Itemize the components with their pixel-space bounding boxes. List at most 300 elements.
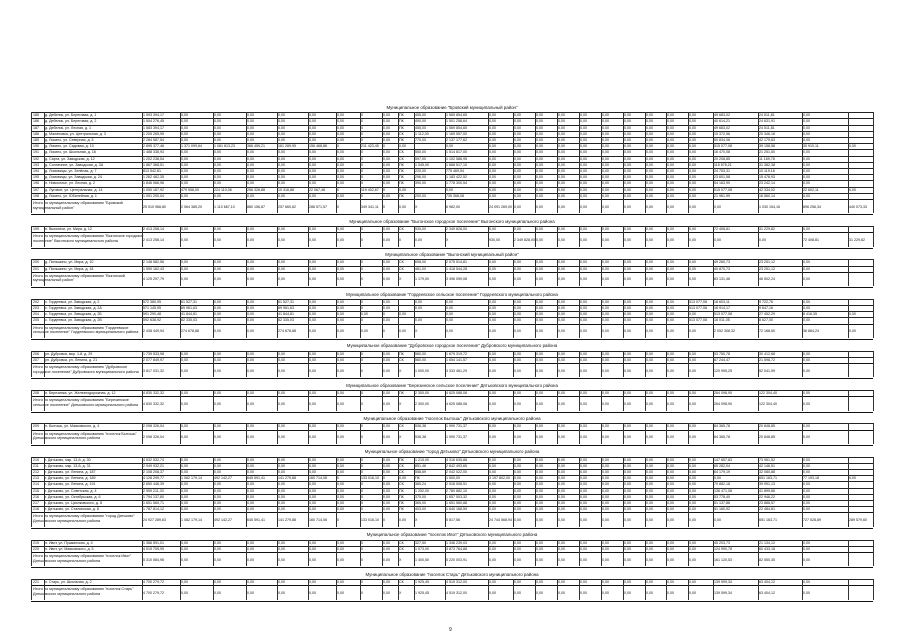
table-border xyxy=(873,423,874,444)
table-cell: 0,00 xyxy=(558,318,565,323)
table-cell: 0,00 xyxy=(624,391,631,396)
table-cell: 0,00 xyxy=(667,402,674,407)
table-cell: 0,00 xyxy=(580,131,587,136)
table-cell: 0,00 xyxy=(214,435,221,440)
table-cell: 0,00 xyxy=(489,329,496,334)
table-cell: 0,00 xyxy=(309,488,316,493)
table-cell: 0 xyxy=(361,435,363,440)
table-cell: 0,00 xyxy=(247,501,254,506)
table-cell: 515 077,08 xyxy=(714,187,732,192)
table-cell: 2 077 849,97 xyxy=(143,357,164,362)
table-cell: 1 504 276,45 xyxy=(143,119,164,124)
column-divider xyxy=(336,579,337,600)
table-cell: 0,00 xyxy=(689,329,696,334)
table-cell: 0,00 xyxy=(181,507,188,512)
table-cell: 0,00 xyxy=(580,138,587,143)
table-cell: 0,00 xyxy=(536,488,543,493)
table-cell: 0,00 xyxy=(624,312,631,317)
table-border xyxy=(873,112,874,213)
page-number: 9 xyxy=(449,627,452,633)
table-cell: 4 532 532,74 xyxy=(143,457,164,462)
table-cell: 0,00 xyxy=(667,507,674,512)
table-cell: 0,00 xyxy=(214,368,221,373)
table-cell: рп. Дубровка, ул. Ленина, д. 21 xyxy=(45,357,98,362)
table-cell: 0,00 xyxy=(181,424,188,429)
column-divider xyxy=(645,299,646,338)
table-cell: 0,00 xyxy=(181,175,188,180)
table-cell: 0,00 xyxy=(646,131,653,136)
table-cell: 1 366 591,01 xyxy=(143,540,164,545)
table-cell: 0,00 xyxy=(624,540,631,545)
column-divider xyxy=(579,112,580,213)
table-cell: 0,00 xyxy=(667,557,674,562)
table-cell: 41 844,81 xyxy=(181,312,197,317)
total-label: Итого по муниципальному образованию "Бровский муниципальный район" xyxy=(33,200,123,210)
column-divider xyxy=(336,457,337,527)
column-divider xyxy=(758,390,759,411)
column-divider xyxy=(488,226,489,247)
column-divider xyxy=(513,299,514,338)
table-cell: 0,00 xyxy=(602,193,609,198)
table-cell: 0,00 xyxy=(536,150,543,155)
table-cell: 77 193,18 xyxy=(803,476,819,481)
column-divider xyxy=(398,112,399,213)
total-row xyxy=(31,512,873,528)
table-cell: 1 500,00 xyxy=(446,476,460,481)
table-cell: 0,00 xyxy=(558,227,565,232)
table-cell: 0,00 xyxy=(514,204,521,209)
table-cell: д. Дебелик, ул. Береговая, д. 1 xyxy=(45,113,97,118)
table-cell: 479 556,00 xyxy=(181,187,199,192)
table-cell: 0,00 xyxy=(803,494,810,499)
column-divider xyxy=(445,351,446,378)
table-cell: 8 416,35 xyxy=(803,312,817,317)
table-cell: 0,00 xyxy=(536,424,543,429)
table-cell: 23 888,57 xyxy=(759,501,775,506)
table-cell: 0 xyxy=(383,312,385,317)
table-cell: 0 xyxy=(361,175,363,180)
table-cell: 0,00 xyxy=(247,193,254,198)
table-cell: 896 256,34 xyxy=(803,204,821,209)
column-divider xyxy=(414,259,415,286)
table-cell: ПК xyxy=(399,162,404,167)
column-divider xyxy=(713,390,714,411)
table-cell: 25 510 968,80 xyxy=(143,204,166,209)
table-cell: 0,00 xyxy=(536,193,543,198)
table-cell: 0,00 xyxy=(489,169,496,174)
table-cell: 0,00 xyxy=(667,470,674,475)
table-cell: 0,00 xyxy=(536,518,543,523)
table-cell: 0,00 xyxy=(514,557,521,562)
table-cell: 0,00 xyxy=(383,266,390,271)
table-cell: 0,00 xyxy=(580,507,587,512)
column-divider xyxy=(758,579,759,600)
table-cell: 0,00 xyxy=(558,507,565,512)
table-cell: 139 599,34 xyxy=(714,590,732,595)
table-cell: 0,00 xyxy=(309,391,316,396)
table-cell: 0,00 xyxy=(689,435,696,440)
table-cell: 0,00 xyxy=(514,457,521,462)
table-cell: 0,00 xyxy=(361,312,368,317)
table-cell: 0,00 xyxy=(489,318,496,323)
table-cell: 6 982,00 xyxy=(446,204,460,209)
table-cell: 0,00 xyxy=(602,138,609,143)
table-cell: д. Лисино, ул. Северная, д. 5 xyxy=(45,138,94,143)
table-cell: 0,00 xyxy=(214,351,221,356)
table-cell: 0,00 xyxy=(580,329,587,334)
table-cell: 1 050 167,92 xyxy=(143,187,164,192)
table-cell: 1 514 817,00 xyxy=(446,150,467,155)
table-cell: г. Дятьково, ул. Ленина, д. 191 xyxy=(45,482,96,487)
column-divider xyxy=(398,259,399,286)
table-cell: 218 xyxy=(33,507,39,512)
column-divider xyxy=(246,259,247,286)
table-cell: 22 484,81 xyxy=(759,507,775,512)
table-cell: 0,00 xyxy=(689,402,696,407)
table-cell: 0,00 xyxy=(383,494,390,499)
table-cell: 0,00 xyxy=(309,494,316,499)
table-cell: 0,00 xyxy=(580,391,587,396)
table-cell: 0,00 xyxy=(602,457,609,462)
column-divider xyxy=(557,540,558,567)
table-cell: 0,00 xyxy=(602,540,609,545)
table-cell: 67 244,47 xyxy=(714,357,730,362)
table-cell: 70 882,18 xyxy=(714,482,730,487)
table-cell: 0,00 xyxy=(646,169,653,174)
table-cell: 1 651 560,88 xyxy=(446,501,467,506)
table-cell: 0,00 xyxy=(602,175,609,180)
table-cell: 0,00 xyxy=(536,463,543,468)
table-cell: 0,00 xyxy=(383,306,390,311)
table-cell: 1 501 258,64 xyxy=(446,119,467,124)
table-cell: п. Новоселье, ул. Лесная, д. 2 xyxy=(45,181,96,186)
table-cell: 0,00 xyxy=(383,193,390,198)
table-cell: 205 xyxy=(33,318,39,323)
table-cell: 0,00 xyxy=(383,557,390,562)
table-cell: 0,00 xyxy=(278,113,285,118)
table-cell: 0,00 xyxy=(667,540,674,545)
column-divider xyxy=(535,390,536,411)
table-cell: 0,00 xyxy=(689,156,696,161)
table-cell: 20 346,16 xyxy=(759,131,775,136)
table-cell: 0,00 xyxy=(558,113,565,118)
table-cell: 1 000,00 xyxy=(415,368,429,373)
column-divider xyxy=(246,423,247,444)
table-cell: СК xyxy=(399,357,404,362)
column-divider xyxy=(848,457,849,527)
table-cell: 0,00 xyxy=(514,590,521,595)
table-cell: 513 077,08 xyxy=(714,312,732,317)
table-cell: 4 019 705,95 xyxy=(143,546,164,551)
column-divider xyxy=(758,259,759,286)
table-cell: 18 914,17 xyxy=(714,306,730,311)
column-divider xyxy=(277,226,278,247)
table-cell: 0,00 xyxy=(646,156,653,161)
table-cell: 0,00 xyxy=(667,125,674,130)
table-cell: 0,00 xyxy=(536,318,543,323)
table-cell: 0,00 xyxy=(580,156,587,161)
table-cell: 0,00 xyxy=(514,193,521,198)
table-cell: 2 284 587,54 xyxy=(143,138,164,143)
table-cell: 1 205 265,95 xyxy=(143,131,164,136)
table-cell: 0,00 xyxy=(689,476,696,481)
column-divider xyxy=(308,226,309,247)
column-divider xyxy=(414,579,415,600)
table-cell: г. Дятьково, мкр. 13-й, д. 31 xyxy=(45,463,91,468)
table-cell: 0,00 xyxy=(602,187,609,192)
table-border xyxy=(31,112,32,213)
column-divider xyxy=(535,457,536,527)
table-cell: 0,00 xyxy=(803,138,810,143)
table-cell: 0,00 xyxy=(558,501,565,506)
table-cell: 133 016,10 xyxy=(361,476,379,481)
table-cell: 1 990 731,37 xyxy=(446,424,467,429)
table-cell: 0,00 xyxy=(399,476,406,481)
column-divider xyxy=(579,423,580,444)
column-divider xyxy=(336,423,337,444)
table-cell: 0,00 xyxy=(383,507,390,512)
table-cell: 0,00 xyxy=(689,227,696,232)
table-cell: 122 304,40 xyxy=(759,391,777,396)
table-cell: 0,00 xyxy=(580,435,587,440)
table-cell: 0,00 xyxy=(646,546,653,551)
column-divider xyxy=(535,579,536,600)
table-cell: 0,00 xyxy=(446,187,453,192)
table-cell: 288 571,57 xyxy=(309,204,327,209)
table-cell: 10 119,18 xyxy=(759,169,775,174)
table-cell: 24 511,81 xyxy=(759,113,775,118)
table-cell: 0 xyxy=(361,150,363,155)
table-cell: 3 817 031,32 xyxy=(143,368,164,373)
table-cell: 11 169,78 xyxy=(759,156,775,161)
column-divider xyxy=(645,259,646,286)
table-cell: 4 830 332,32 xyxy=(143,391,164,396)
table-cell: 20 848,85 xyxy=(759,435,775,440)
table-cell: 0,00 xyxy=(309,368,316,373)
table-cell: 0,00 xyxy=(602,351,609,356)
table-cell: 0,00 xyxy=(247,119,254,124)
column-divider xyxy=(645,540,646,567)
table-cell: 0,00 xyxy=(849,312,856,317)
table-cell: 0,00 xyxy=(624,457,631,462)
table-cell: д. Солнечное, ул. Заводская, д. 3А xyxy=(45,162,104,167)
table-cell: 0,00 xyxy=(536,580,543,584)
table-cell: 0,00 xyxy=(309,277,316,282)
column-divider xyxy=(398,540,399,567)
table-cell: 0,00 xyxy=(624,424,631,429)
table-cell: 4 128 299,77 xyxy=(143,476,164,481)
column-divider xyxy=(246,351,247,378)
column-divider xyxy=(488,423,489,444)
table-cell: 0,00 xyxy=(489,266,496,271)
table-cell: 0,00 xyxy=(214,277,221,282)
table-cell: 264 098,90 xyxy=(714,391,732,396)
table-cell: 0,00 xyxy=(337,590,344,595)
table-cell: X xyxy=(399,368,402,373)
table-cell: 0,00 xyxy=(247,507,254,512)
table-cell: 0,00 xyxy=(667,424,674,429)
table-cell: 0,00 xyxy=(309,306,316,311)
table-cell: 45 203,73 xyxy=(714,540,730,545)
table-cell: 203 xyxy=(33,306,39,311)
table-cell: 133 016,10 xyxy=(361,518,379,523)
table-cell: п. Старь, ул. Школьная, д. 2 xyxy=(45,580,92,584)
table-cell: 0,00 xyxy=(247,357,254,362)
table-cell: 0,00 xyxy=(278,131,285,136)
table-cell: 0,00 xyxy=(803,351,810,356)
table-cell: 0,00 xyxy=(337,306,344,311)
table-cell: 0,00 xyxy=(247,540,254,545)
table-cell: 197 xyxy=(33,187,39,192)
table-cell: 0,00 xyxy=(714,204,721,209)
column-divider xyxy=(645,579,646,600)
table-cell: ПК xyxy=(399,351,404,356)
table-cell: 0,00 xyxy=(181,119,188,124)
table-cell: п. Березинка, ул. Железнодорожная, д. 12 xyxy=(45,391,116,396)
table-cell: 0,00 xyxy=(278,546,285,551)
table-cell: 0,00 xyxy=(646,144,653,149)
table-cell: 0,00 xyxy=(602,113,609,118)
column-divider xyxy=(488,390,489,411)
column-divider xyxy=(713,423,714,444)
table-cell: 0,00 xyxy=(602,227,609,232)
table-cell: 0,00 xyxy=(247,156,254,161)
table-cell: 0,00 xyxy=(337,494,344,499)
table-cell: 0,00 xyxy=(309,546,316,551)
table-cell: ПК xyxy=(415,476,420,481)
table-cell: 492 142,27 xyxy=(214,476,232,481)
table-cell: 0,00 xyxy=(181,435,188,440)
table-cell: 0,00 xyxy=(214,391,221,396)
table-cell: 0,00 xyxy=(580,266,587,271)
column-divider xyxy=(180,226,181,247)
table-cell: 0,00 xyxy=(558,260,565,265)
table-cell: 536,38 xyxy=(415,424,426,429)
column-divider xyxy=(336,351,337,378)
table-cell: 735 368,08 xyxy=(446,193,464,198)
table-cell: 0,00 xyxy=(214,119,221,124)
table-cell: 0,00 xyxy=(278,169,285,174)
table-cell: 0,00 xyxy=(689,507,696,512)
table-cell: 0,00 xyxy=(214,113,221,118)
table-cell: 536,38 xyxy=(415,435,426,440)
table-cell: 0,00 xyxy=(558,162,565,167)
table-cell: 0,00 xyxy=(247,277,254,282)
table-cell: 0,00 xyxy=(214,507,221,512)
table-cell: 0,00 xyxy=(667,476,674,481)
table-cell: 0,00 xyxy=(759,237,766,242)
table-cell: 0,00 xyxy=(383,162,390,167)
table-cell: 0,00 xyxy=(558,457,565,462)
table-cell: 0 xyxy=(361,482,363,487)
table-cell: 0,00 xyxy=(602,463,609,468)
column-divider xyxy=(802,259,803,286)
table-cell: 0,00 xyxy=(181,391,188,396)
table-cell: 24 927 289,63 xyxy=(143,518,166,523)
table-cell: 0,00 xyxy=(514,187,521,192)
table-cell: 0,00 xyxy=(309,138,316,143)
table-cell: д. Ломовицы, ул. Зелёная, д. 7 xyxy=(45,169,97,174)
table-cell: 0,00 xyxy=(383,424,390,429)
table-cell: 591 290,48 xyxy=(143,312,161,317)
table-cell: 0,00 xyxy=(489,187,496,192)
column-divider xyxy=(688,259,689,286)
table-cell: ПК xyxy=(399,138,404,143)
table-cell: 0,00 xyxy=(624,150,631,155)
table-cell: 0,00 xyxy=(514,518,521,523)
table-cell: 645 591,41 xyxy=(247,476,265,481)
column-divider xyxy=(277,579,278,600)
table-cell: 22 067,48 xyxy=(309,187,325,192)
table-cell: 0,00 xyxy=(580,351,587,356)
table-cell: 0,00 xyxy=(667,260,674,265)
table-cell: 0,00 xyxy=(399,144,406,149)
table-cell: 296,00 xyxy=(415,175,426,180)
column-divider xyxy=(623,112,624,213)
column-divider xyxy=(758,112,759,213)
table-cell: 0,00 xyxy=(247,546,254,551)
column-divider xyxy=(488,351,489,378)
table-cell: 0,00 xyxy=(689,580,696,584)
column-divider xyxy=(44,457,45,527)
table-cell: 0,00 xyxy=(337,125,344,130)
table-cell: 16 470,08 xyxy=(714,150,730,155)
table-cell: 0,00 xyxy=(624,277,631,282)
column-divider xyxy=(513,579,514,600)
table-cell: 0,00 xyxy=(536,131,543,136)
table-cell: 0,00 xyxy=(247,306,254,311)
table-cell: 15 372,56 xyxy=(714,131,730,136)
column-divider xyxy=(382,112,383,213)
table-cell: 0,00 xyxy=(383,125,390,130)
column-divider xyxy=(513,226,514,247)
column-divider xyxy=(579,351,580,378)
section-title: Муниципальное образование "Дубровское городское поселение" Дубровского муниципального района xyxy=(346,343,558,349)
column-divider xyxy=(336,226,337,247)
table-cell: 0,00 xyxy=(337,227,344,232)
table-cell: 0,00 xyxy=(803,391,810,396)
column-divider xyxy=(802,423,803,444)
table-cell: 24 511,81 xyxy=(759,125,775,130)
table-cell: 41 899,66 xyxy=(759,488,775,493)
table-cell: 0,00 xyxy=(514,306,521,311)
column-divider xyxy=(848,299,849,338)
table-cell: 0,00 xyxy=(514,351,521,356)
table-cell: 1 651 560,71 xyxy=(143,501,164,506)
table-cell: 4 316 635,88 xyxy=(446,457,467,462)
column-divider xyxy=(758,540,759,567)
table-cell: 2 052 308,32 xyxy=(714,329,735,334)
table-cell: 0,00 xyxy=(646,329,653,334)
table-cell: 214 xyxy=(33,482,39,487)
table-cell: 0,00 xyxy=(309,237,316,242)
table-cell: 0,00 xyxy=(536,125,543,130)
table-cell: 0,00 xyxy=(689,494,696,499)
table-cell: д. Дебелик, ул. Береговая, д. 2 xyxy=(45,119,97,124)
table-cell: 0,00 xyxy=(602,357,609,362)
table-cell: 0,00 xyxy=(309,482,316,487)
table-cell: 0,00 xyxy=(646,590,653,595)
table-cell: ПК xyxy=(399,507,404,512)
table-cell: 31 382,38 xyxy=(759,162,775,167)
column-divider xyxy=(601,390,602,411)
table-cell: 0,00 xyxy=(536,162,543,167)
table-cell: 0,00 xyxy=(181,156,188,161)
table-cell: 0,00 xyxy=(247,138,254,143)
table-cell: 0,00 xyxy=(689,119,696,124)
table-cell: 0,00 xyxy=(558,435,565,440)
table-cell: 0,00 xyxy=(602,318,609,323)
